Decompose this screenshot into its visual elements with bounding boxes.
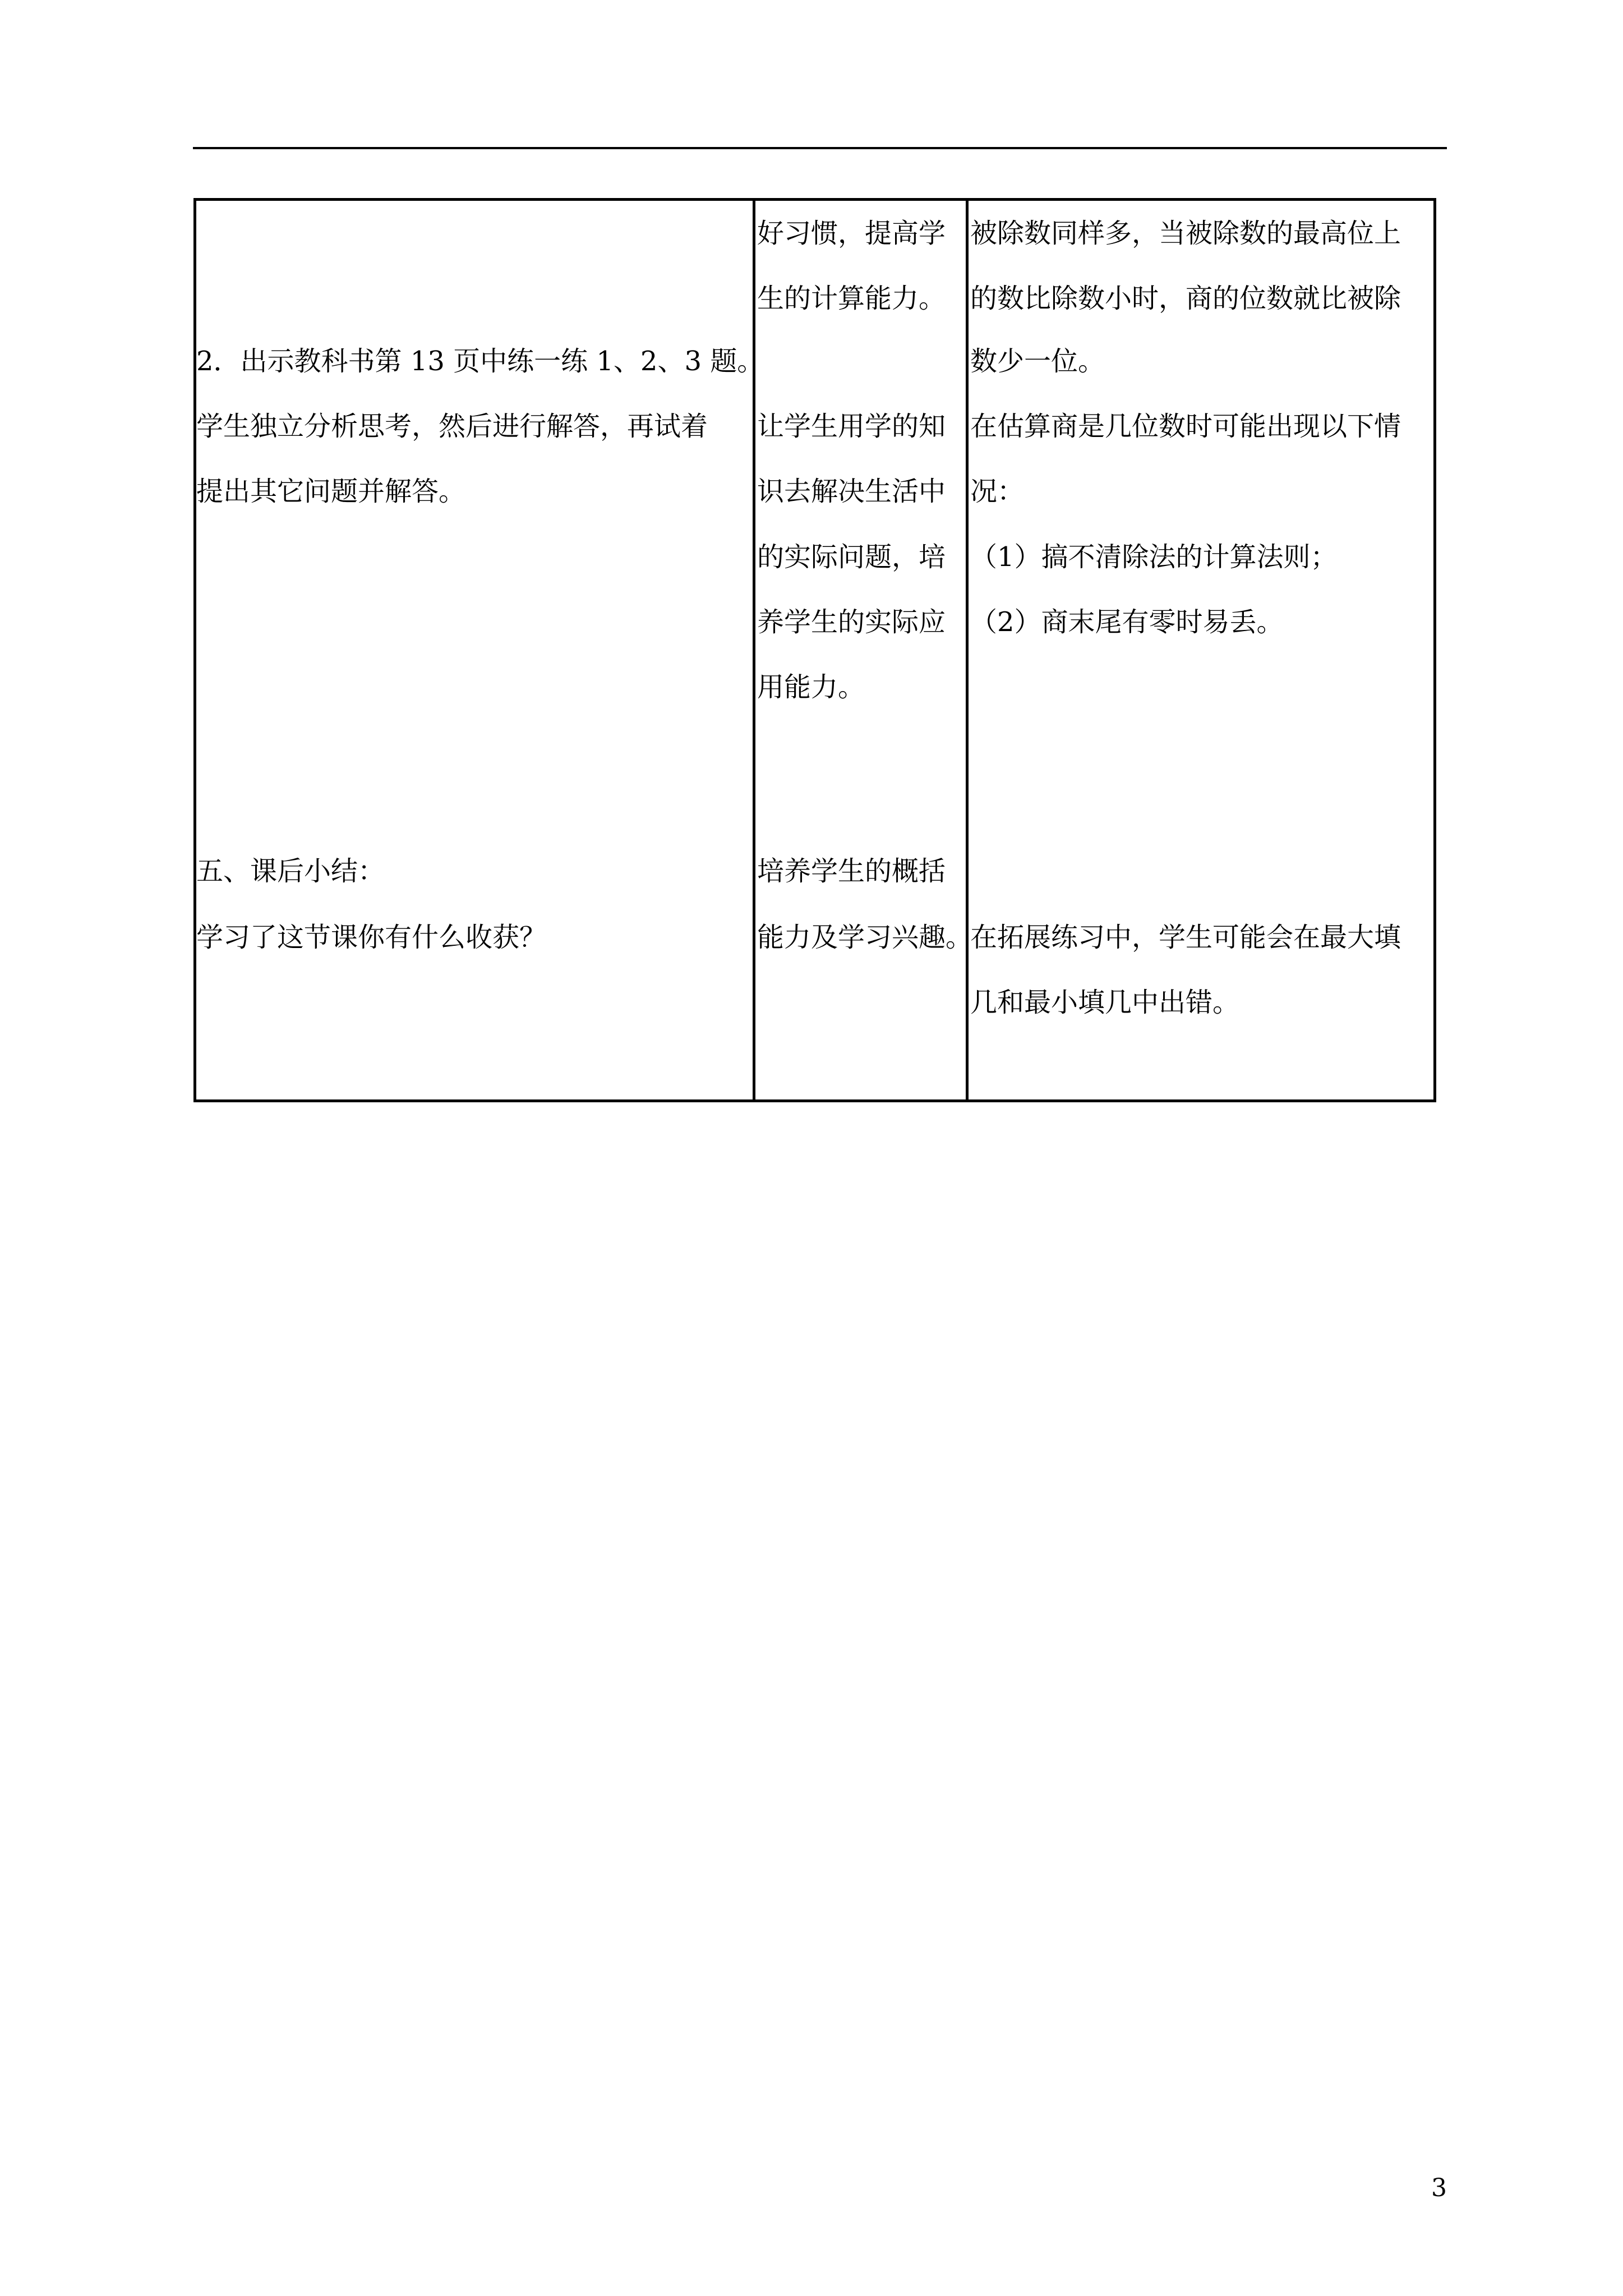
column-divider	[753, 201, 755, 1099]
column-divider	[966, 201, 969, 1099]
intent-text-line: 好习惯，提高学	[757, 218, 946, 249]
process-text-line: 学生独立分析思考，然后进行解答，再试着	[196, 411, 708, 442]
process-text-line: 五、课后小结：	[196, 855, 385, 887]
intent-text-line: 生的计算能力。	[757, 283, 946, 314]
issue-text-line: 在估算商是几位数时可能出现以下情	[970, 411, 1401, 442]
issue-text-line: 被除数同样多，当被除数的最高位上	[970, 218, 1401, 249]
page-number: 3	[1431, 2174, 1447, 2202]
intent-text-line: 养学生的实际应	[757, 606, 946, 638]
issue-text-line: 在拓展练习中，学生可能会在最大填	[970, 922, 1401, 953]
process-text-line: 学习了这节课你有什么收获？	[196, 922, 547, 953]
issue-text-line: 几和最小填几中出错。	[970, 987, 1240, 1018]
intent-text-line: 培养学生的概括	[757, 855, 946, 887]
intent-text-line: 能力及学习兴趣。	[757, 922, 973, 953]
header-rule	[193, 147, 1447, 149]
issue-text-line: 况：	[970, 476, 1025, 507]
issue-text-line: （2）商末尾有零时易丢。	[970, 606, 1284, 638]
issue-text-line: 数少一位。	[970, 346, 1105, 377]
process-text-line: 2．出示教科书第 13 页中练一练 1、2、3 题。	[196, 346, 764, 377]
intent-text-line: 的实际问题，培	[757, 541, 946, 573]
issue-text-line: 的数比除数小时，商的位数就比被除	[970, 283, 1401, 314]
intent-text-line: 识去解决生活中	[757, 476, 946, 507]
intent-text-line: 让学生用学的知	[757, 411, 946, 442]
process-text-line: 提出其它问题并解答。	[196, 476, 466, 507]
issue-text-line: （1）搞不清除法的计算法则；	[970, 541, 1338, 573]
intent-text-line: 用能力。	[757, 671, 865, 703]
lesson-plan-table	[193, 198, 1436, 1102]
